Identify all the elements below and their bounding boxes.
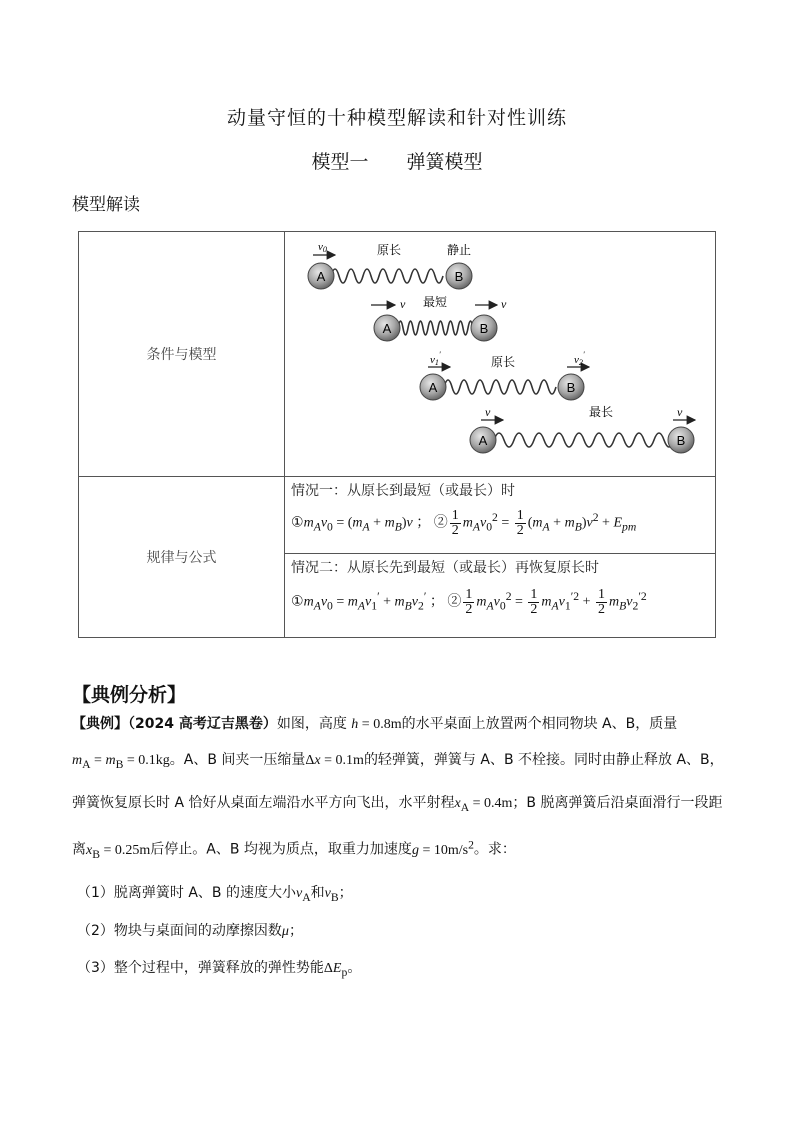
section-heading: 模型解读: [72, 195, 140, 215]
example-analysis-heading: 【典例分析】: [72, 684, 187, 706]
question-3: （3）整个过程中，弹簧释放的弹性势能$\Delta E_p$。: [77, 960, 362, 979]
model-number: 模型一: [311, 151, 369, 173]
orig-length-label: 原长: [490, 355, 516, 369]
ball-b-label: B: [676, 433, 686, 448]
ball-b-label: B: [479, 321, 489, 336]
diagram-state-4: [470, 405, 695, 453]
case-1-formula: $①m_Av_0 = (m_A + m_B)v$ ； ② $\frac{1}{2}$ $m_Av_0^2$ = $\frac{1}{2}$ $(m_A + m_B)v^2 + E_{pm}$: [291, 508, 637, 538]
example-line-2: $m_A = m_B = 0.1kg$。A、B 间夹一压缩量Δx = 0.1m的轻弹簧，弹簧与 A、B 不栓接。同时由静止释放 A、B，: [72, 752, 724, 771]
spring-diagram: [285, 232, 715, 476]
case-1: [285, 477, 715, 553]
shortest-label: 最短: [422, 295, 448, 309]
case-2: [285, 553, 715, 636]
ball-a-label: A: [478, 433, 488, 448]
example-source: （2024 高考辽吉黑卷）: [128, 716, 277, 732]
question-2: （2）物块与桌面间的动摩擦因数μ；: [77, 923, 303, 939]
ball-a-label: A: [316, 269, 326, 284]
spring: [331, 269, 443, 283]
v0-label: v0: [318, 241, 327, 254]
ball-a-label: A: [428, 380, 438, 395]
diagram-state-3: [420, 350, 589, 400]
spring: [444, 380, 556, 394]
model-table: [78, 231, 716, 638]
example-line-4: 离$x_B = 0.25m$后停止。A、B 均视为质点，取重力加速度$g = 10m/s^2$。求：: [72, 838, 516, 861]
rest-label: 静止: [446, 243, 472, 257]
diagram-state-1: [308, 241, 472, 289]
row-label-conditions: 条件与模型: [79, 232, 285, 477]
longest-label: 最长: [588, 405, 614, 419]
v2-prime-label: v2′: [574, 350, 585, 367]
v-label: v: [501, 297, 507, 311]
case-2-label: 情况二：从原长先到最短（或最长）再恢复原长时: [291, 560, 599, 576]
ball-a-label: A: [382, 321, 392, 336]
v-label: v: [677, 405, 683, 419]
model-name: 弹簧模型: [406, 151, 483, 173]
example-tag: 【典例】: [72, 716, 128, 732]
model-subtitle: [0, 147, 794, 174]
orig-length-label: 原长: [376, 243, 402, 257]
spring-diagram-cell: [285, 232, 716, 477]
example-line-1: 【典例】（2024 高考辽吉黑卷）如图，高度 h = 0.8m的水平桌面上放置两个相同物块 A、B，质量: [72, 716, 678, 732]
diagram-state-2: [371, 295, 507, 341]
formula-cell: [285, 477, 716, 638]
ball-b-label: B: [566, 380, 576, 395]
spring: [494, 433, 674, 447]
row-label-laws: 规律与公式: [79, 477, 285, 638]
example-line-3: 弹簧恢复原长时 A 恰好从桌面左端沿水平方向飞出，水平射程$x_A = 0.4m$；B 脱离弹簧后沿桌面滑行一段距: [72, 795, 723, 814]
ball-b-label: B: [454, 269, 464, 284]
page-title: 动量守恒的十种模型解读和针对性训练: [226, 107, 567, 129]
v-label: v: [400, 297, 406, 311]
case-2-formula: $①m_Av_0 = m_Av_1' + m_Bv_2'$ ； ② $\frac{1}{2}$ $m_Av_0^2$ = $\frac{1}{2}$ $m_Av_1^{'2}$ + $\frac{1}{2}$ $m_Bv_2^{'2}$: [291, 587, 647, 617]
v1-prime-label: v1′: [430, 350, 441, 367]
v-label: v: [485, 405, 491, 419]
case-1-label: 情况一：从原长到最短（或最长）时: [291, 483, 515, 499]
question-1: （1）脱离弹簧时 A、B 的速度大小$v_A$和$v_B$；: [77, 885, 353, 904]
